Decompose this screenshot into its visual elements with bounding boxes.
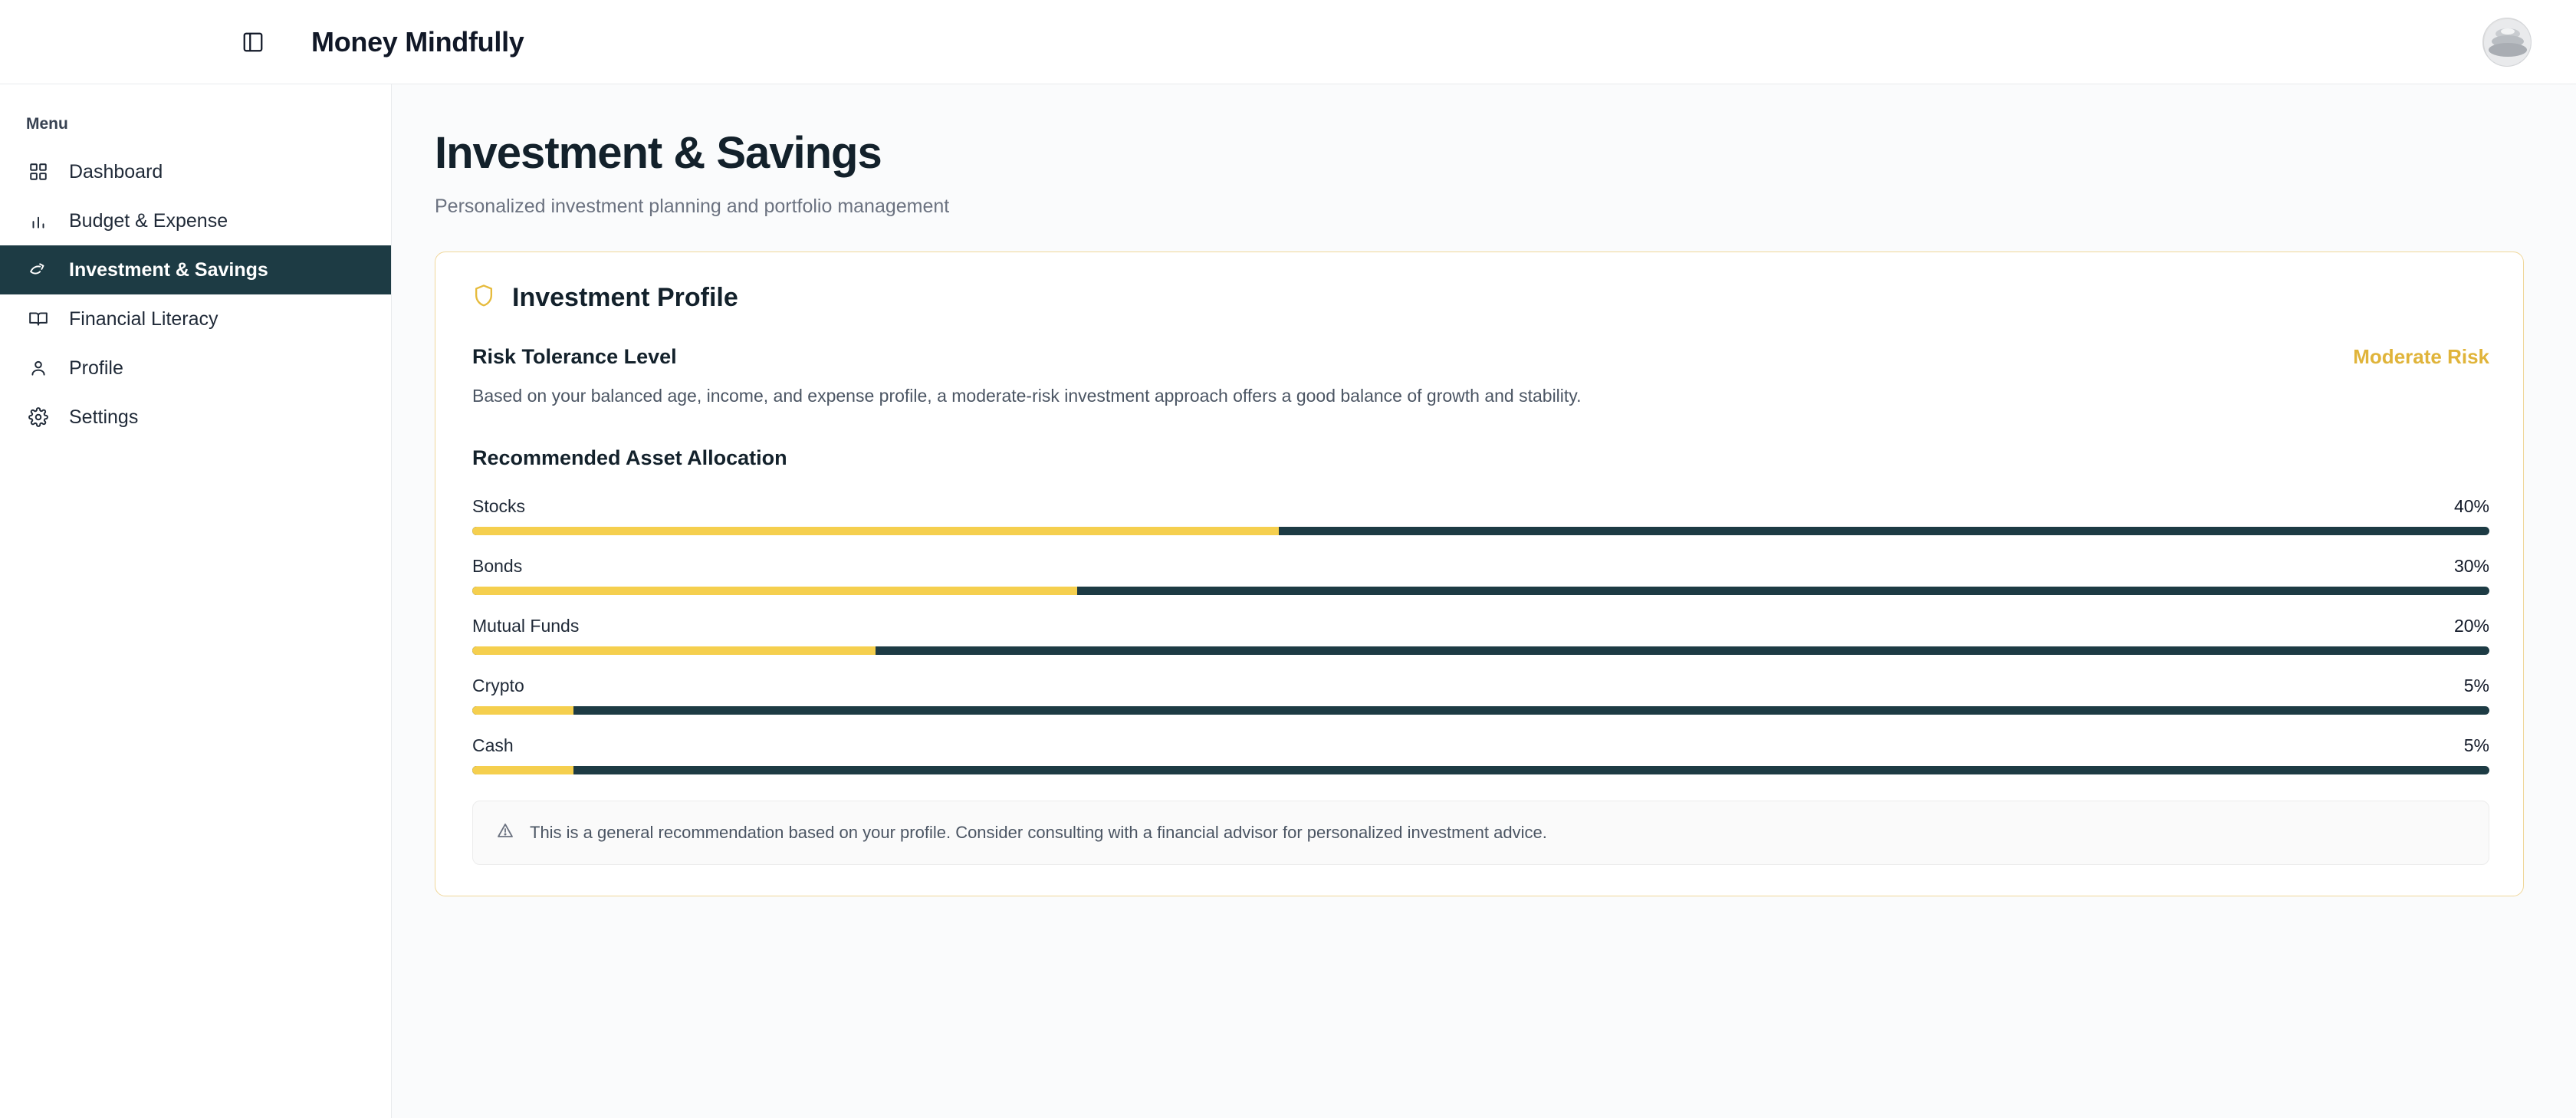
allocation-bar-fill [472,706,573,715]
risk-row [472,345,2489,369]
avatar[interactable] [2482,18,2532,67]
sidebar-item-settings[interactable] [0,393,391,442]
app-title: Money Mindfully [311,25,524,58]
sidebar-item-profile[interactable] [0,344,391,393]
sidebar-item-label: Financial Literacy [69,307,219,330]
allocation-percent: 40% [2453,496,2489,516]
user-icon [28,357,49,379]
disclaimer-note [472,801,2489,865]
card-title: Investment Profile [512,283,738,312]
allocation-category: Crypto [472,676,524,695]
sidebar-item-label: Profile [69,357,123,379]
page-subtitle: Personalized investment planning and portfolio management [435,196,950,217]
gear-icon [28,406,49,428]
investment-profile-card [435,252,2524,896]
allocation-bar-fill [472,587,1077,595]
allocation-bar-fill [472,527,1279,535]
allocation-bar-track [472,646,2489,655]
allocation-row [472,676,2489,715]
status-badge: Moderate Risk [2353,345,2489,368]
book-icon [28,308,49,330]
sidebar-item-financial-literacy[interactable] [0,294,391,344]
allocation-bar-fill [472,766,573,774]
risk-section-title: Risk Tolerance Level [472,345,677,368]
trending-icon [28,259,49,281]
app-shell [0,84,2576,1118]
allocation-bar-track [472,766,2489,774]
allocation-bar-fill [472,646,876,655]
bar-chart-icon [28,210,49,232]
top-bar [0,0,2576,84]
sidebar-section-label: Menu [26,115,68,133]
allocation-row [472,616,2489,655]
sidebar-item-budget-expense[interactable] [0,196,391,245]
allocation-labels [472,676,2489,696]
sidebar-item-dashboard[interactable] [0,147,391,196]
alert-triangle-icon [496,821,514,844]
allocation-category: Mutual Funds [472,616,580,636]
risk-description: Based on your balanced age, income, and expense profile, a moderate-risk investment approach offers a good balance of growth and stability. [472,386,1582,406]
allocation-percent: 30% [2453,556,2489,576]
allocation-labels [472,556,2489,577]
allocation-title: Recommended Asset Allocation [472,446,787,469]
allocation-percent: 5% [2463,676,2489,695]
sidebar-item-label: Settings [69,406,139,428]
sidebar-item-label: Budget & Expense [69,209,228,232]
shield-icon [472,284,495,312]
allocation-labels [472,496,2489,517]
panel-left-icon[interactable] [238,27,268,58]
disclaimer-text: This is a general recommendation based on your profile. Consider consulting with a financial advisor for personalized investment advice. [530,823,1547,842]
sidebar [0,84,392,1118]
sidebar-item-label: Dashboard [69,160,163,182]
page-title: Investment & Savings [435,128,882,178]
main-content [392,84,2576,1118]
allocation-row [472,496,2489,535]
allocation-category: Bonds [472,556,523,576]
allocation-labels [472,735,2489,756]
grid-icon [28,161,49,182]
allocation-labels [472,616,2489,636]
allocation-percent: 20% [2453,616,2489,636]
sidebar-item-label: Investment & Savings [69,258,268,281]
allocation-bar-track [472,587,2489,595]
allocation-percent: 5% [2463,735,2489,755]
card-header [472,283,2489,313]
allocation-list [472,496,2489,774]
allocation-row [472,735,2489,774]
sidebar-item-investment-savings[interactable] [0,245,391,294]
allocation-category: Stocks [472,496,526,516]
allocation-bar-track [472,527,2489,535]
allocation-row [472,556,2489,595]
allocation-bar-track [472,706,2489,715]
allocation-category: Cash [472,735,514,755]
